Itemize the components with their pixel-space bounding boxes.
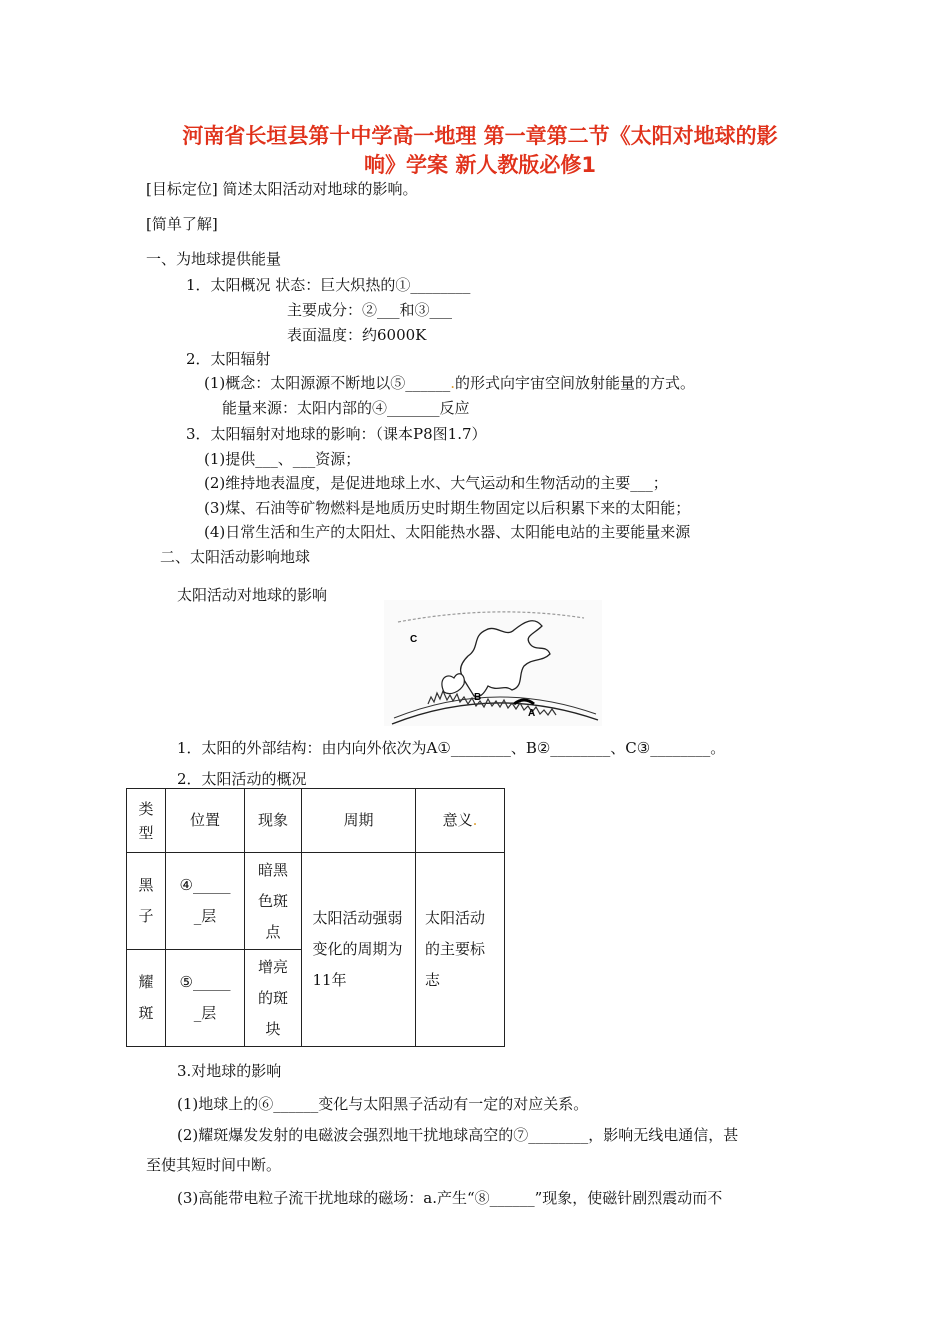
earth-impact-2b: 至使其短时间中断。 — [146, 1156, 282, 1174]
header-phenomenon: 现象 — [245, 789, 302, 853]
row-phenomenon: 暗黑色斑点 — [245, 853, 302, 950]
impact-point-2: (2)维持地表温度，是促进地球上水、大气运动和生物活动的主要___； — [204, 474, 668, 492]
impact-point-3: (3)煤、石油等矿物燃料是地质历史时期生物固定以后积累下来的太阳能； — [204, 499, 691, 517]
doc-title-line2: 响》学案 新人教版必修1 — [364, 153, 596, 177]
earth-impact-3: (3)高能带电粒子流干扰地球的磁场：a.产生“⑧______”现象，使磁针剧烈震动而不 — [177, 1189, 723, 1207]
radiation-impact-label: 3．太阳辐射对地球的影响：（课本P8图1.7） — [186, 425, 487, 443]
radiation-concept: (1)概念：太阳源源不断地以⑤______.的形式向宇宙空间放射能量的方式。 — [204, 374, 696, 392]
goal-statement: [目标定位] 简述太阳活动对地球的影响。 — [146, 180, 418, 198]
doc-title-line1: 河南省长垣县第十中学高一地理 第一章第二节《太阳对地球的影 — [182, 124, 778, 148]
row-position: ④_____ _层 — [166, 853, 245, 950]
significance-cell: 太阳活动的主要标志 — [416, 853, 505, 1047]
row-type: 黑子 — [127, 853, 166, 950]
radiation-source: 能量来源：太阳内部的④_______反应 — [222, 399, 470, 417]
mark-dot-icon: . — [450, 374, 456, 392]
table-row — [127, 853, 505, 950]
earth-impact-heading: 3.对地球的影响 — [177, 1062, 282, 1080]
sun-activity-table — [126, 788, 505, 1047]
row-position: ⑤_____ _层 — [166, 950, 245, 1047]
header-significance: 意义. — [416, 789, 505, 853]
intro-heading: [简单了解] — [146, 215, 218, 233]
label-c: C — [410, 634, 418, 645]
earth-impact-1: (1)地球上的⑥______变化与太阳黑子活动有一定的对应关系。 — [177, 1095, 589, 1113]
period-cell: 太阳活动强弱变化的周期为11年 — [302, 853, 416, 1047]
label-a: A — [528, 708, 536, 719]
label-b: B — [474, 692, 482, 703]
sun-composition: 主要成分：②___和③___ — [287, 301, 453, 319]
header-period: 周期 — [302, 789, 416, 853]
row-phenomenon: 增亮的斑块 — [245, 950, 302, 1047]
outer-structure: 1．太阳的外部结构：由内向外依次为A①________、B②________、C③________。 — [177, 739, 726, 757]
sun-overview: 1．太阳概况 状态：巨大炽热的①________ — [186, 276, 471, 294]
figure-caption: 太阳活动对地球的影响 — [177, 586, 328, 604]
header-position: 位置 — [166, 789, 245, 853]
mark-dot-icon: . — [472, 811, 478, 829]
row-type: 耀斑 — [127, 950, 166, 1047]
earth-impact-2a: (2)耀斑爆发发射的电磁波会强烈地干扰地球高空的⑦________，影响无线电通信，甚 — [177, 1126, 739, 1144]
table-header-row — [127, 789, 505, 853]
section1-heading: 一、为地球提供能量 — [146, 250, 282, 268]
impact-point-1: (1)提供___、___资源； — [204, 450, 361, 468]
solar-radiation-label: 2．太阳辐射 — [186, 350, 271, 368]
header-type: 类型 — [127, 789, 166, 853]
impact-point-4: (4)日常生活和生产的太阳灶、太阳能热水器、太阳能电站的主要能量来源 — [204, 523, 691, 541]
section2-heading: 二、太阳活动影响地球 — [160, 548, 311, 566]
sun-activity-figure — [384, 600, 602, 726]
sun-temperature: 表面温度：约6000K — [287, 326, 427, 344]
activity-overview-label: 2．太阳活动的概况 — [177, 770, 307, 788]
